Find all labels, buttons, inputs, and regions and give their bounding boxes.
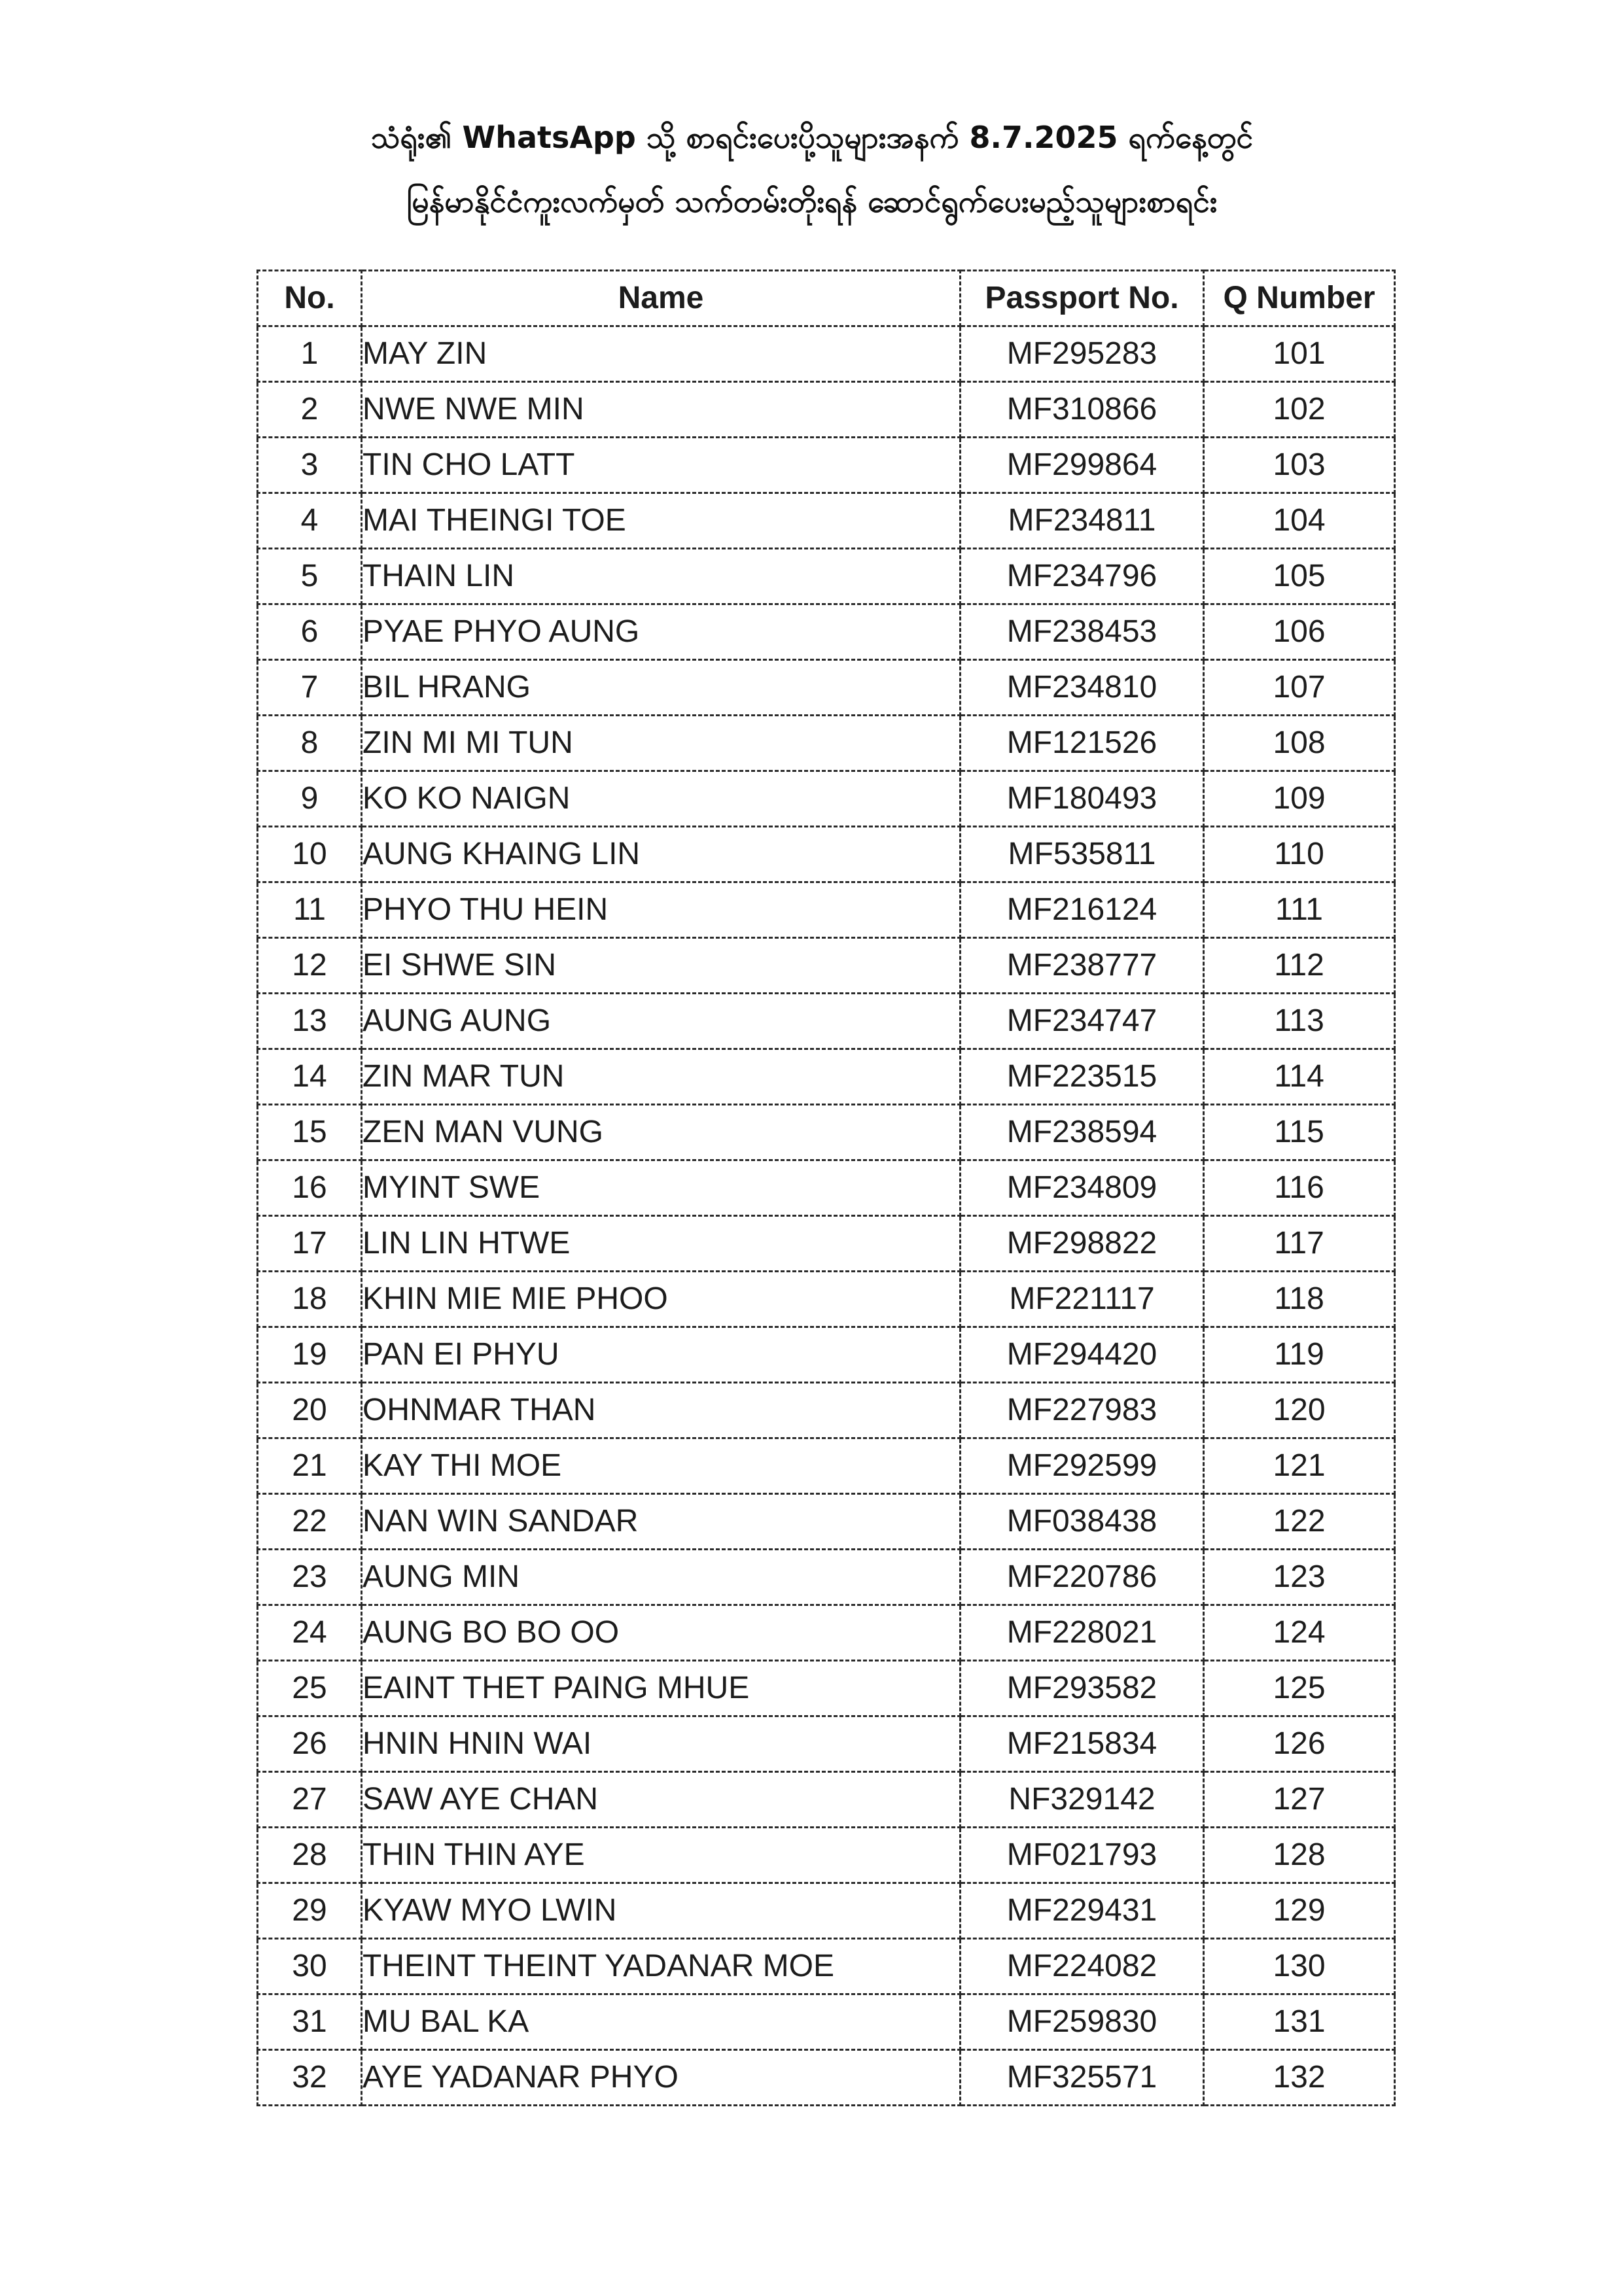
cell-name: TIN CHO LATT <box>362 438 961 493</box>
cell-name: MAY ZIN <box>362 326 961 382</box>
cell-name: KYAW MYO LWIN <box>362 1883 961 1939</box>
cell-no: 18 <box>258 1272 362 1327</box>
cell-q-number: 110 <box>1204 827 1395 882</box>
cell-no: 30 <box>258 1939 362 1994</box>
table-row <box>258 1272 1395 1327</box>
cell-passport-no: MF216124 <box>961 882 1204 938</box>
table-body <box>258 326 1395 2106</box>
cell-no: 9 <box>258 771 362 827</box>
cell-q-number: 130 <box>1204 1939 1395 1994</box>
cell-passport-no: MF295283 <box>961 326 1204 382</box>
table-row <box>258 882 1395 938</box>
table-row <box>258 994 1395 1049</box>
cell-q-number: 124 <box>1204 1605 1395 1661</box>
cell-no: 11 <box>258 882 362 938</box>
cell-name: PYAE PHYO AUNG <box>362 604 961 660</box>
cell-q-number: 111 <box>1204 882 1395 938</box>
cell-no: 4 <box>258 493 362 549</box>
cell-passport-no: MF325571 <box>961 2050 1204 2106</box>
cell-name: EAINT THET PAING MHUE <box>362 1661 961 1716</box>
cell-q-number: 106 <box>1204 604 1395 660</box>
cell-no: 19 <box>258 1327 362 1383</box>
cell-name: PHYO THU HEIN <box>362 882 961 938</box>
table-row <box>258 1939 1395 1994</box>
cell-q-number: 112 <box>1204 938 1395 994</box>
cell-q-number: 120 <box>1204 1383 1395 1438</box>
cell-passport-no: MF293582 <box>961 1661 1204 1716</box>
cell-name: ZIN MAR TUN <box>362 1049 961 1105</box>
cell-no: 26 <box>258 1716 362 1772</box>
cell-q-number: 109 <box>1204 771 1395 827</box>
applicant-table <box>256 270 1396 2106</box>
table-row <box>258 716 1395 771</box>
cell-name: AUNG KHAING LIN <box>362 827 961 882</box>
cell-passport-no: MF234747 <box>961 994 1204 1049</box>
cell-q-number: 102 <box>1204 382 1395 438</box>
cell-name: MU BAL KA <box>362 1994 961 2050</box>
cell-passport-no: MF299864 <box>961 438 1204 493</box>
cell-passport-no: MF224082 <box>961 1939 1204 1994</box>
cell-name: OHNMAR THAN <box>362 1383 961 1438</box>
cell-name: AUNG AUNG <box>362 994 961 1049</box>
cell-name: MYINT SWE <box>362 1160 961 1216</box>
cell-name: KHIN MIE MIE PHOO <box>362 1272 961 1327</box>
cell-q-number: 129 <box>1204 1883 1395 1939</box>
cell-q-number: 132 <box>1204 2050 1395 2106</box>
cell-passport-no: MF238777 <box>961 938 1204 994</box>
table-row <box>258 771 1395 827</box>
table-row <box>258 660 1395 716</box>
cell-q-number: 108 <box>1204 716 1395 771</box>
cell-q-number: 113 <box>1204 994 1395 1049</box>
cell-passport-no: MF535811 <box>961 827 1204 882</box>
cell-no: 29 <box>258 1883 362 1939</box>
table-row <box>258 1383 1395 1438</box>
cell-passport-no: MF234796 <box>961 549 1204 604</box>
cell-q-number: 101 <box>1204 326 1395 382</box>
cell-q-number: 119 <box>1204 1327 1395 1383</box>
column-header-name: Name <box>362 271 961 326</box>
cell-no: 15 <box>258 1105 362 1160</box>
cell-no: 22 <box>258 1494 362 1550</box>
cell-no: 1 <box>258 326 362 382</box>
cell-q-number: 118 <box>1204 1272 1395 1327</box>
cell-q-number: 107 <box>1204 660 1395 716</box>
table-row <box>258 1438 1395 1494</box>
table-row <box>258 1994 1395 2050</box>
cell-no: 32 <box>258 2050 362 2106</box>
table-row <box>258 1883 1395 1939</box>
cell-q-number: 116 <box>1204 1160 1395 1216</box>
table-row <box>258 549 1395 604</box>
cell-passport-no: MF238453 <box>961 604 1204 660</box>
table-row <box>258 382 1395 438</box>
table-row <box>258 1105 1395 1160</box>
column-header-q-number: Q Number <box>1204 271 1395 326</box>
cell-name: AUNG MIN <box>362 1550 961 1605</box>
column-header-no: No. <box>258 271 362 326</box>
cell-name: NAN WIN SANDAR <box>362 1494 961 1550</box>
cell-name: AUNG BO BO OO <box>362 1605 961 1661</box>
cell-name: ZIN MI MI TUN <box>362 716 961 771</box>
cell-no: 10 <box>258 827 362 882</box>
cell-passport-no: MF238594 <box>961 1105 1204 1160</box>
table-row <box>258 1327 1395 1383</box>
table-row <box>258 1716 1395 1772</box>
cell-name: AYE YADANAR PHYO <box>362 2050 961 2106</box>
cell-passport-no: MF310866 <box>961 382 1204 438</box>
cell-no: 23 <box>258 1550 362 1605</box>
cell-q-number: 103 <box>1204 438 1395 493</box>
table-row <box>258 1828 1395 1883</box>
cell-passport-no: MF228021 <box>961 1605 1204 1661</box>
table-row <box>258 1661 1395 1716</box>
cell-no: 25 <box>258 1661 362 1716</box>
cell-q-number: 114 <box>1204 1049 1395 1105</box>
cell-passport-no: MF259830 <box>961 1994 1204 2050</box>
cell-no: 21 <box>258 1438 362 1494</box>
cell-passport-no: MF215834 <box>961 1716 1204 1772</box>
cell-q-number: 128 <box>1204 1828 1395 1883</box>
table-row <box>258 2050 1395 2106</box>
cell-no: 20 <box>258 1383 362 1438</box>
table-header <box>258 271 1395 326</box>
cell-name: THIN THIN AYE <box>362 1828 961 1883</box>
cell-name: MAI THEINGI TOE <box>362 493 961 549</box>
cell-no: 8 <box>258 716 362 771</box>
cell-no: 16 <box>258 1160 362 1216</box>
cell-passport-no: MF227983 <box>961 1383 1204 1438</box>
cell-q-number: 127 <box>1204 1772 1395 1828</box>
cell-name: THAIN LIN <box>362 549 961 604</box>
cell-q-number: 104 <box>1204 493 1395 549</box>
cell-q-number: 122 <box>1204 1494 1395 1550</box>
cell-name: THEINT THEINT YADANAR MOE <box>362 1939 961 1994</box>
cell-name: KAY THI MOE <box>362 1438 961 1494</box>
cell-passport-no: MF234811 <box>961 493 1204 549</box>
cell-q-number: 131 <box>1204 1994 1395 2050</box>
cell-q-number: 125 <box>1204 1661 1395 1716</box>
cell-name: EI SHWE SIN <box>362 938 961 994</box>
table-row <box>258 938 1395 994</box>
cell-no: 2 <box>258 382 362 438</box>
cell-passport-no: MF221117 <box>961 1272 1204 1327</box>
table-row <box>258 827 1395 882</box>
table-row <box>258 438 1395 493</box>
table-row <box>258 1049 1395 1105</box>
cell-name: ZEN MAN VUNG <box>362 1105 961 1160</box>
cell-q-number: 117 <box>1204 1216 1395 1272</box>
cell-no: 6 <box>258 604 362 660</box>
table-row <box>258 326 1395 382</box>
cell-q-number: 115 <box>1204 1105 1395 1160</box>
cell-name: HNIN HNIN WAI <box>362 1716 961 1772</box>
cell-no: 24 <box>258 1605 362 1661</box>
table-row <box>258 1216 1395 1272</box>
cell-passport-no: MF121526 <box>961 716 1204 771</box>
cell-no: 12 <box>258 938 362 994</box>
cell-passport-no: MF180493 <box>961 771 1204 827</box>
cell-name: BIL HRANG <box>362 660 961 716</box>
heading-line-1: သံရုံး၏ WhatsApp သို့ စာရင်းပေးပို့သူများအနက် 8.7.2025 ရက်နေ့တွင် <box>370 120 1254 155</box>
cell-passport-no: MF223515 <box>961 1049 1204 1105</box>
table-row <box>258 1772 1395 1828</box>
cell-passport-no: MF234810 <box>961 660 1204 716</box>
cell-q-number: 105 <box>1204 549 1395 604</box>
cell-passport-no: MF298822 <box>961 1216 1204 1272</box>
table-row <box>258 1550 1395 1605</box>
cell-q-number: 121 <box>1204 1438 1395 1494</box>
table-row <box>258 493 1395 549</box>
heading-line-2: မြန်မာနိုင်ငံကူးလက်မှတ် သက်တမ်းတိုးရန် ဆောင်ရွက်ပေးမည့်သူများစာရင်း <box>406 184 1218 219</box>
cell-name: SAW AYE CHAN <box>362 1772 961 1828</box>
cell-passport-no: MF292599 <box>961 1438 1204 1494</box>
cell-name: NWE NWE MIN <box>362 382 961 438</box>
cell-passport-no: MF038438 <box>961 1494 1204 1550</box>
table-header-row <box>258 271 1395 326</box>
cell-no: 3 <box>258 438 362 493</box>
table-row <box>258 604 1395 660</box>
cell-name: PAN EI PHYU <box>362 1327 961 1383</box>
cell-name: LIN LIN HTWE <box>362 1216 961 1272</box>
cell-passport-no: MF294420 <box>961 1327 1204 1383</box>
cell-no: 7 <box>258 660 362 716</box>
cell-q-number: 123 <box>1204 1550 1395 1605</box>
cell-passport-no: MF220786 <box>961 1550 1204 1605</box>
cell-no: 14 <box>258 1049 362 1105</box>
cell-no: 27 <box>258 1772 362 1828</box>
cell-passport-no: MF021793 <box>961 1828 1204 1883</box>
cell-no: 13 <box>258 994 362 1049</box>
column-header-passport: Passport No. <box>961 271 1204 326</box>
table-row <box>258 1160 1395 1216</box>
cell-passport-no: NF329142 <box>961 1772 1204 1828</box>
cell-no: 5 <box>258 549 362 604</box>
table-row <box>258 1605 1395 1661</box>
cell-q-number: 126 <box>1204 1716 1395 1772</box>
cell-no: 17 <box>258 1216 362 1272</box>
cell-no: 28 <box>258 1828 362 1883</box>
table-row <box>258 1494 1395 1550</box>
cell-passport-no: MF229431 <box>961 1883 1204 1939</box>
cell-name: KO KO NAIGN <box>362 771 961 827</box>
cell-passport-no: MF234809 <box>961 1160 1204 1216</box>
cell-no: 31 <box>258 1994 362 2050</box>
